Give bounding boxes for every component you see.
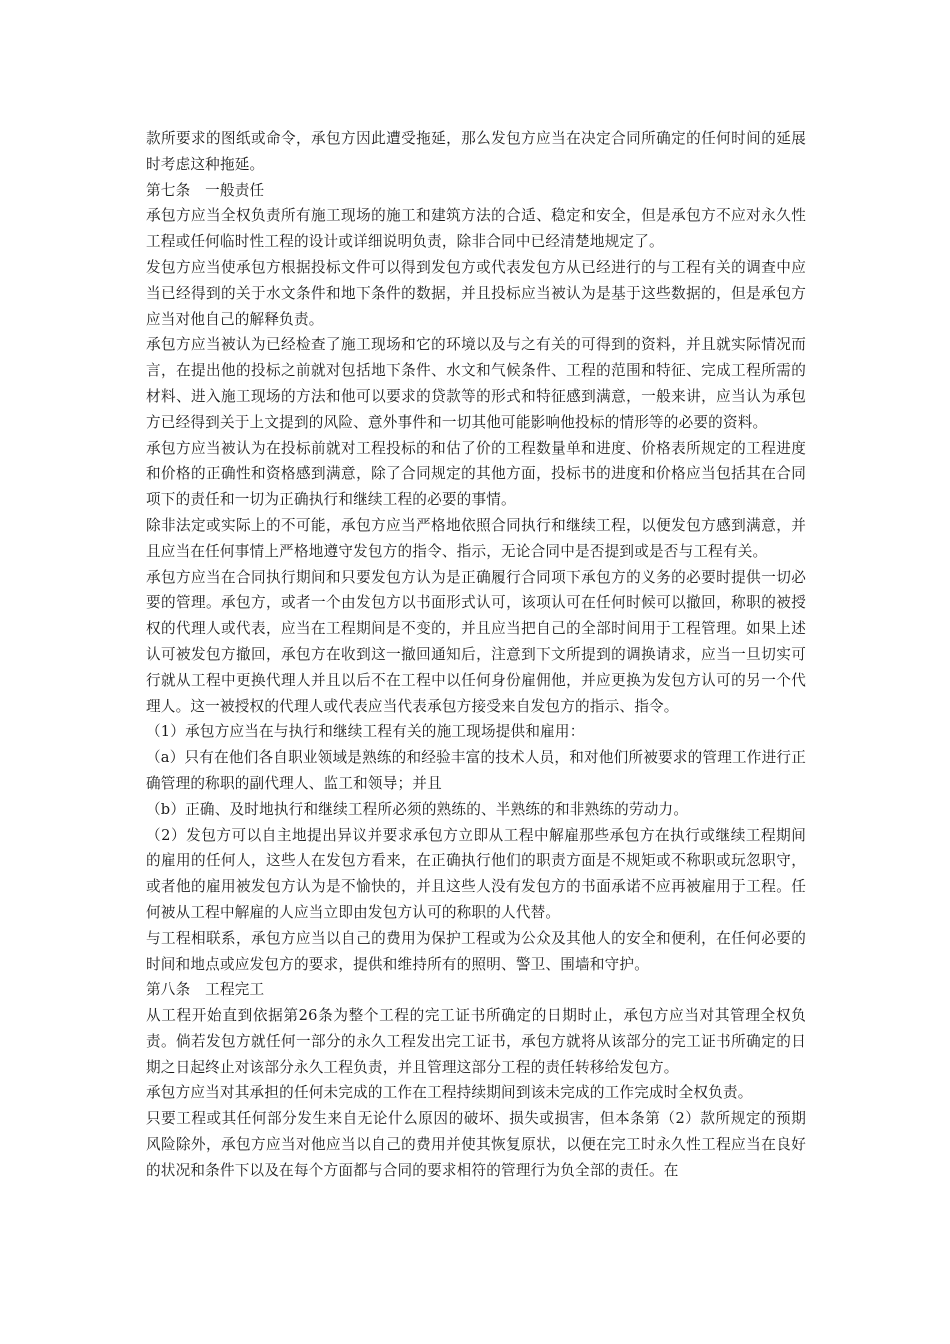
body-paragraph: 款所要求的图纸或命令，承包方因此遭受拖延，那么发包方应当在决定合同所确定的任何时间的延展时考虑这种拖延。 [146,130,806,173]
body-paragraph: 承包方应当被认为已经检查了施工现场和它的环境以及与之有关的可得到的资料，并且就实际情况而言，在提出他的投标之前就对包括地下条件、水文和气候条件、工程的范围和特征、完成工程所需的材料、进入施工现场的方法和他可以要求的贷款等的形式和特征感到满意，一般来讲，应当认为承包方已经得到关于上文提到的风险、意外事件和一切其他可能影响他投标的情形等的必要的资料。 [146,336,806,431]
document-page [146,126,806,1184]
body-paragraph: 除非法定或实际上的不可能，承包方应当严格地依照合同执行和继续工程，以便发包方感到满意，并且应当在任何事情上严格地遵守发包方的指令、指示，无论合同中是否提到或是否与工程有关。 [146,516,806,560]
body-paragraph: （2）发包方可以自主地提出异议并要求承包方立即从工程中解雇那些承包方在执行或继续工程期间的雇用的任何人，这些人在发包方看来，在正确执行他们的职责方面是不规矩或不称职或玩忽职守，或者他的雇用被发包方认为是不愉快的，并且这些人没有发包方的书面承诺不应再被雇用于工程。任何被从工程中解雇的人应当立即由发包方认可的称职的人代替。 [146,826,806,921]
body-paragraph: 承包方应当被认为在投标前就对工程投标的和估了价的工程数量单和进度、价格表所规定的工程进度和价格的正确性和资格感到满意，除了合同规定的其他方面，投标书的进度和价格应当包括其在合同项下的责任和一切为正确执行和继续工程的必要的事情。 [146,439,806,509]
body-paragraph: 承包方应当全权负责所有施工现场的施工和建筑方法的合适、稳定和安全，但是承包方不应对永久性工程或任何临时性工程的设计或详细说明负责，除非合同中已经清楚地规定了。 [146,207,806,251]
body-paragraph: 承包方应当在合同执行期间和只要发包方认为是正确履行合同项下承包方的义务的必要时提供一切必要的管理。承包方，或者一个由发包方以书面形式认可，该项认可在任何时候可以撤回，称职的被授权的代理人或代表，应当在工程期间是不变的，并且应当把自己的全部时间用于工程管理。如果上述认可被发包方撤回，承包方在收到这一撤回通知后，注意到下文所提到的调换请求，应当一旦切实可行就从工程中更换代理人并且以后不在工程中以任何身份雇佣他，并应更换为发包方认可的另一个代理人。这一被授权的代理人或代表应当代表承包方接受来自发包方的指示、指令。 [146,568,806,715]
body-paragraph: 发包方应当使承包方根据投标文件可以得到发包方或代表发包方从已经进行的与工程有关的调查中应当已经得到的关于水文条件和地下条件的数据，并且投标应当被认为是基于这些数据的，但是承包方应当对他自己的解释负责。 [146,258,806,328]
section-heading: 第八条 工程完工 [146,981,265,999]
body-paragraph: 与工程相联系，承包方应当以自己的费用为保护工程或为公众及其他人的安全和便利，在任何必要的时间和地点或应发包方的要求，提供和维持所有的照明、警卫、围墙和守护。 [146,929,806,973]
body-paragraph: （a）只有在他们各自职业领域是熟练的和经验丰富的技术人员，和对他们所被要求的管理工作进行正确管理的称职的副代理人、监工和领导；并且 [146,749,806,792]
body-paragraph: （1）承包方应当在与执行和继续工程有关的施工现场提供和雇用： [146,723,585,741]
body-paragraph: 承包方应当对其承担的任何未完成的工作在工程持续期间到该未完成的工作完成时全权负责。 [146,1084,753,1102]
section-heading: 第七条 一般责任 [146,181,265,199]
body-paragraph: （b）正确、及时地执行和继续工程所必须的熟练的、半熟练的和非熟练的劳动力。 [146,800,689,818]
body-paragraph: 只要工程或其任何部分发生来自无论什么原因的破坏、损失或损害，但本条第（2）款所规定的预期风险除外，承包方应当对他应当以自己的费用并使其恢复原状，以便在完工时永久性工程应当在良好的状况和条件下以及在每个方面都与合同的要求相符的管理行为负全部的责任。在 [146,1110,806,1179]
body-paragraph: 从工程开始直到依据第26条为整个工程的完工证书所确定的日期时止，承包方应当对其管理全权负责。倘若发包方就任何一部分的永久工程发出完工证书，承包方就将从该部分的完工证书所确定的日期之日起终止对该部分永久工程负责，并且管理这部分工程的责任转移给发包方。 [146,1007,806,1076]
